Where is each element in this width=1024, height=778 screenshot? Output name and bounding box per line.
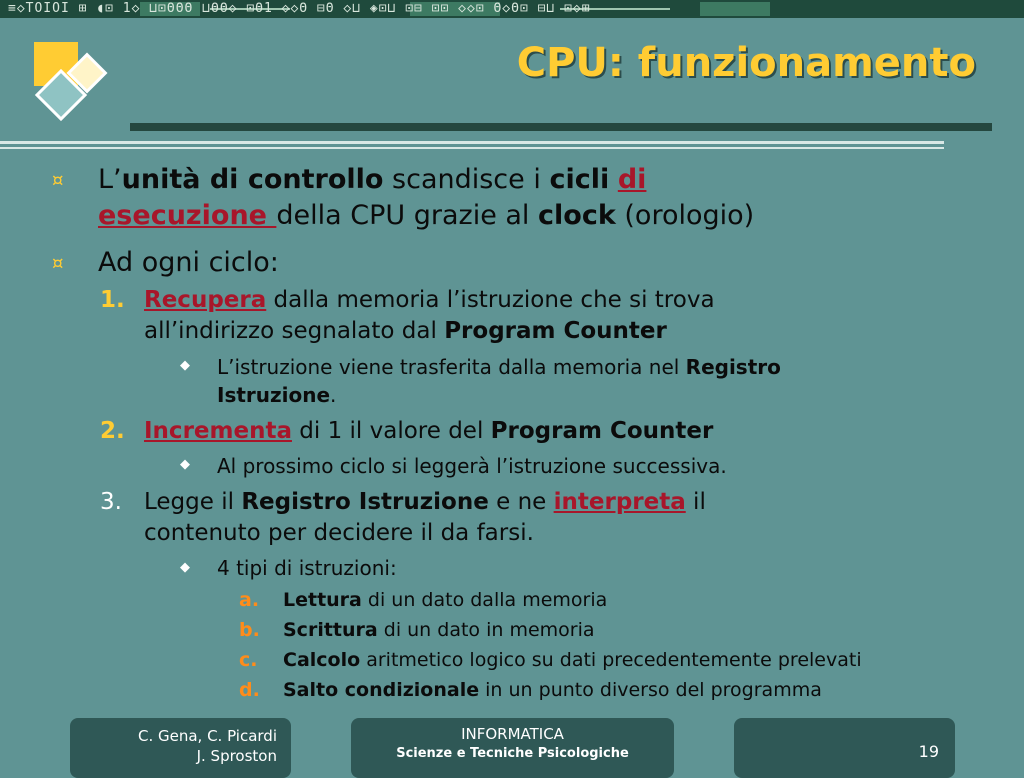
bold-term: Program Counter: [444, 318, 667, 344]
step-2-line-1: [144, 416, 713, 447]
diamond-bullet-icon: ◆: [180, 457, 190, 472]
text-segment: [609, 164, 618, 195]
link-interpreta[interactable]: interpreta: [553, 489, 686, 515]
type-letter: d.: [239, 679, 260, 701]
bullet-1-line-2: [98, 198, 754, 234]
page-number: 19: [918, 742, 939, 761]
bold-term: Scrittura: [283, 619, 378, 641]
title-underline: [130, 123, 992, 131]
step-3-line-1: [144, 487, 706, 518]
footer-authors: [70, 718, 291, 778]
circuit-trace-text: ≡◇TOIOI ⊞ ◖⊡ 1◇ ⊔⊡ΘΘΘ ⊔ΘΘ◇ ⊡Θ1 ◇◇Θ ⊟Θ ◇⊔ ◈⊡⊔ ⊡⊟ ⊡⊡ ◇◇⊡ Θ◇Θ⊡ ⊟⊔ ⊡◇⊞: [8, 1, 591, 16]
step-1-sub-line-1: [217, 353, 781, 381]
step-number: 1.: [100, 287, 125, 313]
bold-term: Registro: [685, 355, 781, 379]
type-letter: b.: [239, 619, 260, 641]
step-1-line-2: [144, 316, 667, 347]
text-segment: .: [330, 383, 337, 407]
footer-authors-line: C. Gena, C. Picardi: [137, 727, 277, 745]
step-3-sub: 4 tipi di istruzioni:: [217, 556, 397, 580]
bold-term: Istruzione: [217, 383, 331, 407]
link-recupera[interactable]: Recupera: [144, 287, 267, 313]
bullet-2: Ad ogni ciclo:: [98, 247, 279, 278]
text-segment: L’istruzione viene trasferita dalla memoria nel: [217, 355, 686, 379]
bullet-marker: ¤: [52, 170, 64, 191]
circuit-banner: [0, 0, 1024, 18]
diamond-bullet-icon: ◆: [180, 358, 190, 373]
bold-term: Lettura: [283, 589, 362, 611]
step-1-line-1: [144, 285, 715, 316]
bold-term: Salto condizionale: [283, 679, 480, 701]
type-letter: c.: [239, 649, 258, 671]
type-item: [283, 615, 595, 645]
bullet-marker: ¤: [52, 253, 64, 274]
text-segment: della CPU grazie al: [276, 200, 539, 231]
step-number: 2.: [100, 418, 125, 444]
footer-authors-line: J. Sproston: [196, 747, 277, 765]
step-number: 3.: [100, 489, 122, 515]
text-segment: in un punto diverso del programma: [479, 679, 822, 701]
link-incrementa[interactable]: Incrementa: [144, 418, 292, 444]
bullet-1-line-1: [98, 162, 646, 198]
text-segment: Legge il: [144, 489, 242, 515]
circuit-chip: [700, 2, 770, 16]
text-segment: all’indirizzo segnalato dal: [144, 318, 445, 344]
link-di-esecuzione[interactable]: di: [617, 164, 647, 195]
footer-page: [734, 718, 955, 778]
bold-term: Calcolo: [283, 649, 361, 671]
type-item: [283, 585, 607, 615]
footer-course-title: INFORMATICA: [461, 725, 564, 743]
bold-term: Program Counter: [490, 418, 714, 444]
text-segment: il: [685, 489, 706, 515]
bold-term: cicli: [549, 164, 610, 195]
text-segment: e ne: [488, 489, 554, 515]
text-segment: L’: [98, 164, 122, 195]
text-segment: di un dato in memoria: [377, 619, 595, 641]
text-segment: dalla memoria l’istruzione che si trova: [266, 287, 715, 313]
type-letter: a.: [239, 589, 260, 611]
type-item: [283, 675, 822, 705]
slide-logo: [28, 38, 118, 128]
footer-course: [351, 718, 674, 778]
diamond-bullet-icon: ◆: [180, 560, 190, 575]
text-segment: di 1 il valore del: [291, 418, 491, 444]
text-segment: di un dato dalla memoria: [361, 589, 608, 611]
step-1-sub-line-2: [217, 381, 336, 409]
step-2-sub: Al prossimo ciclo si leggerà l’istruzione successiva.: [217, 454, 727, 478]
text-segment: aritmetico logico su dati precedentemente prelevati: [360, 649, 862, 671]
step-3-line-2: contenuto per decidere il da farsi.: [144, 520, 534, 546]
divider-line: [0, 147, 944, 149]
footer-course-subtitle: Scienze e Tecniche Psicologiche: [396, 746, 629, 761]
type-item: [283, 645, 862, 675]
bold-term: clock: [538, 200, 616, 231]
slide-title: CPU: funzionamento: [516, 40, 976, 86]
text-segment: scandisce i: [383, 164, 550, 195]
bold-term: unità di controllo: [121, 164, 384, 195]
bold-term: Registro Istruzione: [241, 489, 489, 515]
link-di-esecuzione[interactable]: esecuzione: [98, 200, 277, 231]
text-segment: (orologio): [615, 200, 755, 231]
divider-line: [0, 141, 944, 144]
